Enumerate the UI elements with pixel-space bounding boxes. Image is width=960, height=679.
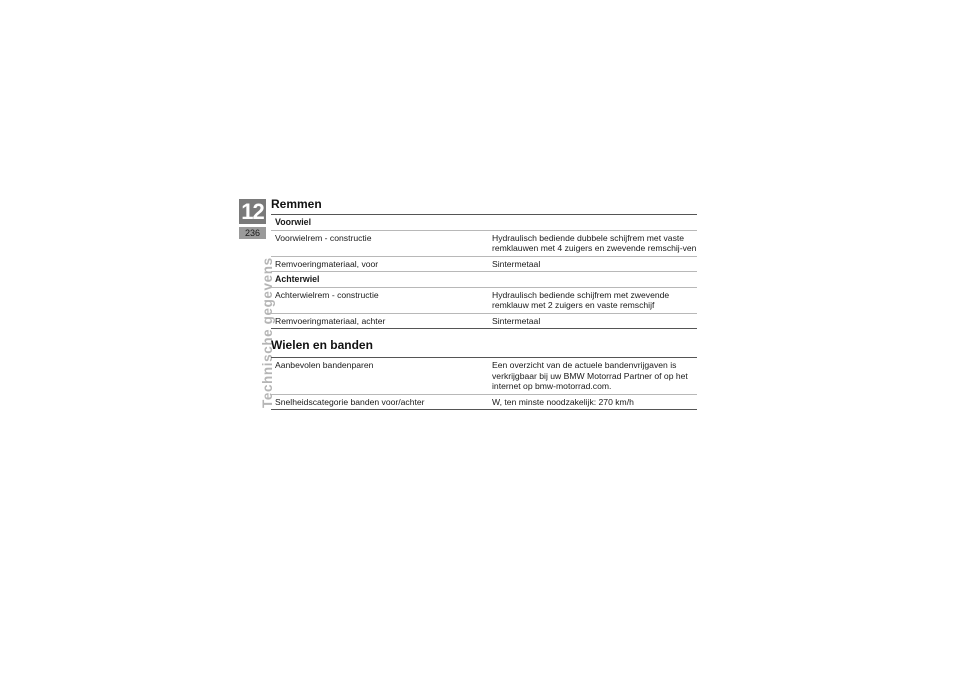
spec-value: Hydraulisch bediende schijfrem met zwevende remklauw met 2 zuigers en vaste remschijf xyxy=(488,287,697,313)
table-row xyxy=(271,287,697,313)
chapter-number: 12 xyxy=(239,199,266,224)
table-row xyxy=(271,313,697,329)
spec-label: Aanbevolen bandenparen xyxy=(271,358,488,394)
spec-value: Sintermetaal xyxy=(488,313,697,329)
spec-table-remmen xyxy=(271,215,697,329)
chapter-divider xyxy=(239,224,266,226)
spec-value: Hydraulisch bediende dubbele schijfrem met vaste remklauwen met 4 zuigers en zwevende remschij-ven xyxy=(488,230,697,256)
table-row xyxy=(271,230,697,256)
spec-label: Remvoeringmateriaal, voor xyxy=(271,256,488,272)
subheading-row xyxy=(271,215,697,230)
subheading-row xyxy=(271,272,697,288)
spec-value: Een overzicht van de actuele bandenvrijgaven is verkrijgbaar bij uw BMW Motorrad Partner of op het internet op bmw-motorrad.com. xyxy=(488,358,697,394)
page-content xyxy=(271,197,697,410)
page-number: 236 xyxy=(239,227,266,239)
spec-label: Achterwielrem - constructie xyxy=(271,287,488,313)
spec-label: Voorwielrem - constructie xyxy=(271,230,488,256)
section-title-remmen: Remmen xyxy=(271,197,322,211)
table-row xyxy=(271,358,697,394)
spec-label: Snelheidscategorie banden voor/achter xyxy=(271,394,488,410)
spec-label: Remvoeringmateriaal, achter xyxy=(271,313,488,329)
spec-value: Sintermetaal xyxy=(488,256,697,272)
subheading-voorwiel: Voorwiel xyxy=(271,215,697,230)
table-row xyxy=(271,394,697,410)
subheading-achterwiel: Achterwiel xyxy=(271,272,697,288)
section-title-wielen-en-banden: Wielen en banden xyxy=(271,338,373,352)
table-row xyxy=(271,256,697,272)
spec-table-wielen xyxy=(271,358,697,410)
spec-value: W, ten minste noodzakelijk: 270 km/h xyxy=(488,394,697,410)
chapter-side-label: Technische gegevens xyxy=(260,257,275,408)
